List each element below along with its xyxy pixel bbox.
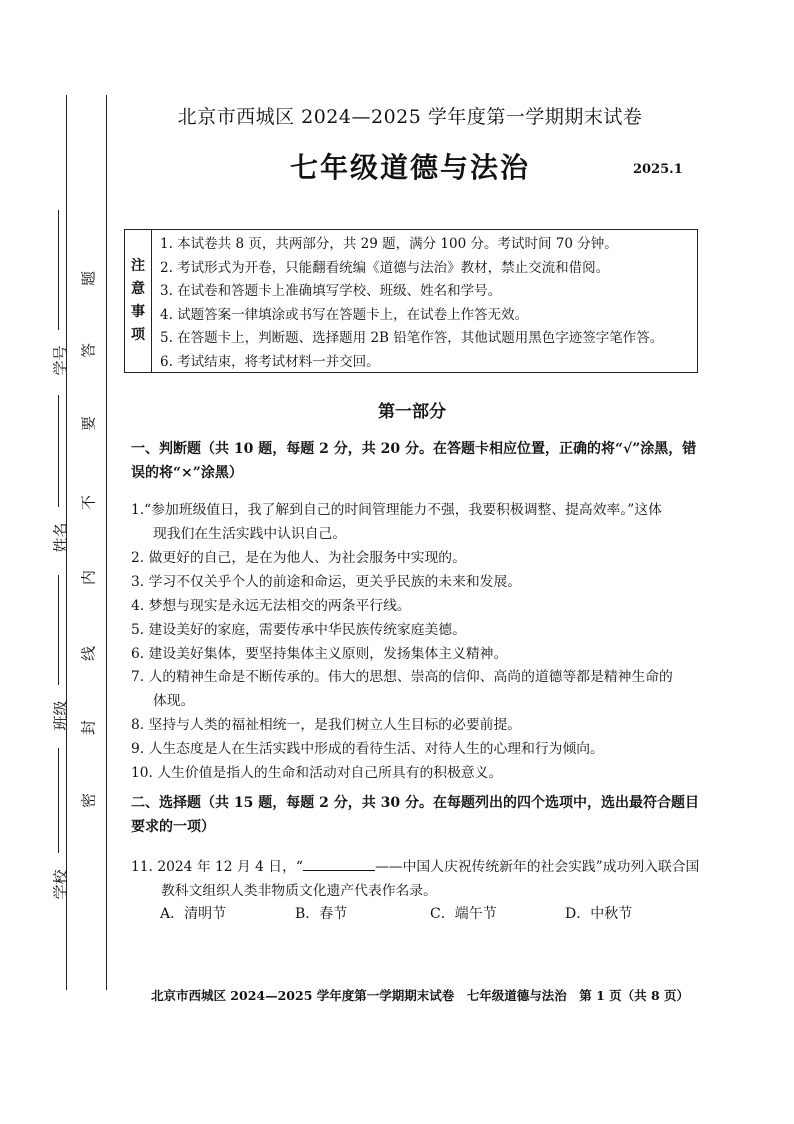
question-text: 体现。 (153, 693, 195, 709)
exam-title: 北京市西城区 2024—2025 学年度第一学期期末试卷 (177, 106, 643, 128)
question-text: 人生态度是人在生活实践中形成的看待生活、对待人生的心理和行为倾向。 (148, 741, 604, 757)
subject-title: 七年级道德与法治 (289, 151, 530, 184)
question-item (131, 855, 706, 903)
binding-line-inner (106, 95, 107, 990)
seal-char: 密 (79, 793, 98, 809)
question-number: 8. (131, 717, 145, 733)
notice-item: 5. 在答题卡上，判断题、选择题用 2B 铅笔作答，其他试题用黑色字迹签字笔作答。 (160, 330, 664, 346)
notice-heading (125, 230, 152, 372)
question-number: 9. (131, 741, 145, 757)
seal-char: 不 (79, 495, 98, 511)
student-id-blank (58, 210, 59, 330)
question-item (131, 761, 706, 785)
question-item (131, 498, 706, 546)
notice-item: 4. 试题答案一律填涂或书写在答题卡上，在试卷上作答无效。 (160, 306, 529, 323)
question-number: 6. (131, 646, 145, 662)
question-number: 4. (131, 598, 145, 614)
school-label: 学校 (51, 869, 70, 900)
school-blank (58, 748, 59, 853)
notice-item: 2. 考试形式为开卷，只能翻看统编《道德与法治》教材，禁止交流和借阅。 (160, 259, 610, 276)
option-d: D．中秋节 (565, 906, 633, 922)
notice-item: 6. 考试结束，将考试材料一并交回。 (160, 353, 380, 370)
part-title: 第一部分 (378, 402, 446, 422)
section-heading-line: 二、选择题（共 15 题，每题 2 分，共 30 分。在每题列出的四个选项中，选出最符合题目 (131, 795, 699, 811)
question-item (131, 737, 706, 761)
question-text: 学习不仅关乎个人的前途和命运，更关乎民族的未来和发展。 (148, 574, 522, 590)
option-b: B．春节 (295, 906, 348, 922)
option-a: A．清明节 (160, 906, 227, 922)
section-heading-choice (131, 791, 701, 839)
notice-heading-char: 注 (131, 258, 145, 274)
notice-box (124, 229, 698, 373)
question-item (131, 594, 706, 618)
question-number: 3. (131, 574, 145, 590)
notice-item: 3. 在试卷和答题卡上准确填写学校、班级、姓名和学号。 (160, 283, 502, 299)
question-item (131, 570, 706, 594)
notice-heading-char: 意 (131, 281, 145, 297)
question-text: 人的精神生命是不断传承的。伟大的思想、崇高的信仰、高尚的道德等都是精神生命的 (148, 669, 673, 685)
seal-char: 要 (79, 416, 98, 432)
notice-heading-char: 事 (131, 304, 145, 320)
name-label: 姓名 (51, 522, 70, 553)
seal-char: 封 (79, 720, 98, 736)
question-number: 7. (131, 669, 145, 685)
question-text: 建设美好的家庭，需要传承中华民族传统家庭美德。 (148, 622, 466, 638)
notice-list (152, 230, 697, 372)
seal-char: 线 (79, 646, 98, 662)
answer-options (160, 903, 700, 923)
question-text: 现我们在生活实践中认识自己。 (153, 526, 347, 542)
exam-date: 2025.1 (633, 162, 683, 177)
question-item (131, 642, 706, 666)
question-number: 2. (131, 550, 145, 566)
seal-char: 答 (79, 343, 98, 359)
page-footer: 北京市西城区 2024—2025 学年度第一学期期末试卷 七年级道德与法治 第 1 页（共 8 页） (150, 988, 690, 1003)
option-c: C．端午节 (430, 906, 497, 922)
question-text: 人生价值是指人的生命和活动对自己所具有的积极意义。 (157, 765, 503, 781)
question-text: 坚持与人类的福祉相统一，是我们树立人生目标的必要前提。 (148, 717, 522, 733)
question-number: 1. (131, 502, 145, 518)
section-heading-judgement (131, 437, 701, 485)
section-heading-line: 误的将“×”涂黑） (131, 465, 243, 481)
question-number: 10. (131, 765, 153, 781)
question-text: “参加班级值日，我了解到自己的时间管理能力不强，我要积极调整、提高效率。”这体 (144, 502, 662, 518)
student-id-label: 学号 (51, 345, 70, 376)
question-item (131, 665, 706, 713)
question-item (131, 546, 706, 570)
question-text: 做更好的自己，是在为他人、为社会服务中实现的。 (148, 550, 466, 566)
question-number: 11. (131, 859, 153, 875)
question-text: 建设美好集体，要坚持集体主义原则，发扬集体主义精神。 (148, 646, 508, 662)
class-blank (58, 575, 59, 685)
notice-item: 1. 本试卷共 8 页，共两部分，共 29 题，满分 100 分。考试时间 70 分钟。 (160, 236, 618, 252)
question-item (131, 618, 706, 642)
section-heading-line: 一、判断题（共 10 题，每题 2 分，共 20 分。在答题卡相应位置，正确的将“√”涂黑，错 (131, 441, 697, 457)
class-label: 班级 (51, 700, 70, 731)
question-text: ——中国人庆祝传统新年的社会实践”成功列入联合国 (374, 859, 700, 875)
question-number: 5. (131, 622, 145, 638)
answer-blank (303, 856, 375, 871)
seal-char: 内 (79, 570, 98, 586)
question-text: 2024 年 12 月 4 日，“ (157, 859, 303, 875)
seal-char: 题 (79, 271, 98, 287)
name-blank (58, 395, 59, 507)
notice-heading-char: 项 (131, 327, 145, 343)
question-item (131, 713, 706, 737)
section-heading-line: 要求的一项） (131, 819, 215, 835)
question-text: 梦想与现实是永远无法相交的两条平行线。 (148, 598, 411, 614)
question-text: 教科文组织人类非物质文化遗产代表作名录。 (161, 883, 437, 899)
